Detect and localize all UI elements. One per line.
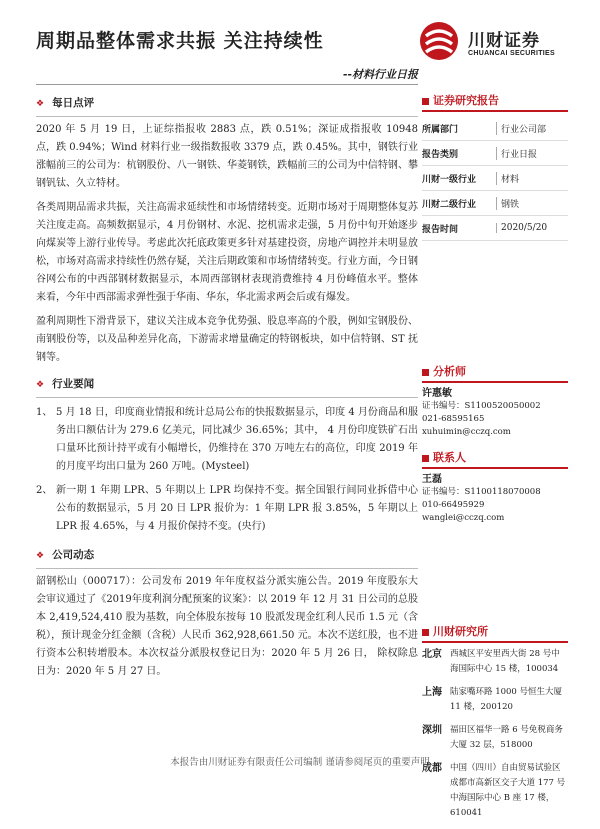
contact-email[interactable]: wanglei@cczq.com — [422, 513, 505, 523]
square-icon — [422, 369, 429, 376]
office-item: 深圳 福田区福华一路 6 号免税商务大厦 32 层，518000 — [422, 725, 563, 750]
daily-paragraph-3: 盈利周期性下滑背景下，建议关注成本竞争优势强、股息率高的个股，例如宝钢股份、南钢股份等，以及品种差异化高，下游需求增量确定的特钢板块，如中信特钢、ST 抚钢等。 — [36, 316, 418, 363]
chuancai-logo — [420, 22, 570, 72]
report-info-table — [422, 116, 568, 241]
report-info-heading: 证券研究报告 — [422, 92, 568, 112]
square-icon — [422, 455, 429, 462]
office-item: 北京 西城区平安里西大街 28 号中海国际中心 15 楼，100034 — [422, 649, 560, 674]
news-list — [36, 404, 418, 536]
square-icon — [422, 98, 429, 105]
diamond-icon: ❖ — [36, 551, 45, 561]
info-row: 川财一级行业 材料 — [422, 166, 568, 191]
contact-card — [422, 473, 568, 525]
info-row: 报告时间 2020/5/20 — [422, 216, 568, 241]
list-item: 2、 新一期 1 年期 LPR、5 年期以上 LPR 均保持不变。据全国银行间同业拆借中心公布的数据显示，5 月 20 日 LPR 报价为：1 年期 LPR 报 3.85%，5 年期以上 LPR 报 4.65%，与 4 月报价保持不变。(央行) — [36, 485, 418, 532]
logo-text-en: CHUANCAI SECURITIES — [468, 50, 555, 57]
report-title: 周期品整体需求共振 关注持续性 — [36, 30, 324, 52]
news-heading: ❖ 行业要闻 — [36, 373, 418, 398]
analyst-email[interactable]: xuhuimin@cczq.com — [422, 427, 511, 437]
analyst-cert: 证书编号：S1100520050002 — [422, 401, 541, 411]
square-icon — [422, 629, 429, 636]
contact-phone: 010-66495929 — [422, 500, 485, 510]
institute-heading: 川财研究所 — [422, 623, 568, 643]
daily-paragraph-1: 2020 年 5 月 19 日，上证综指报收 2883 点，跌 0.51%；深证成指报收 10948 点，跌 0.94%；Wind 材料行业一级指数报收 3379 点，跌 0.45%。其中，钢铁行业涨幅前三的公司为：杭钢股份、八一钢铁、华菱钢铁，跌幅前三的公司为中信特钢、攀钢钒钛、久立特材。 — [36, 124, 418, 189]
contact-name: 王磊 — [422, 474, 442, 485]
analyst-heading: 分析师 — [422, 363, 568, 383]
contact-cert: 证书编号：S1100118070008 — [422, 487, 541, 497]
report-subtitle: --材料行业日报 — [342, 68, 418, 81]
diamond-icon: ❖ — [36, 99, 45, 109]
office-list — [422, 647, 568, 821]
office-item: 上海 陆家嘴环路 1000 号恒生大厦 11 楼，200120 — [422, 687, 563, 712]
info-row: 报告类别 行业日报 — [422, 141, 568, 166]
contact-heading: 联系人 — [422, 449, 568, 469]
diamond-icon: ❖ — [36, 380, 45, 390]
sidebar — [422, 92, 568, 829]
chuancai-logo-icon — [420, 22, 458, 60]
daily-heading: ❖ 每日点评 — [36, 92, 418, 117]
office-item: 成都 中国（四川）自由贸易试验区成都市高新区交子大道 177 号中海国际中心 B 座 17 楼，610041 — [422, 763, 566, 818]
company-paragraph: 韶钢松山（000717）：公司发布 2019 年年度权益分派实施公告。2019 年度股东大会审议通过了《2019年度利润分配预案的议案》：以 2019 年 12 月 31 日公司的总股本 2,419,524,410 股为基数，向全体股东按每 10 股派发现金红利人民币 1.5 元（含税），预计现金分红金额（含税）人民币 362,928,661.50 元。本次不送红股，也不进行资本公积转增股本。本次权益分派股权登记日为：2020 年 5 月 26 日， 除权除息日为：2020 年 5 月 27 日。 — [36, 576, 418, 677]
analyst-phone: 021-68595165 — [422, 414, 485, 424]
daily-paragraph-2: 各类周期品需求共振，关注高需求延续性和市场情绪转变。近期市场对于周期整体复苏关注度走高。高频数据显示，4 月份钢材、水泥、挖机需求走强，5 月份中旬开始逐步向煤炭等上游行业传导。考虑此次托底政策更多针对基建投资，房地产调控并未明显放松，市场对高需求持续性仍然存疑，关注后期政策和市场情绪转变。行业方面，今日钢谷网公布的中西部钢材数据显示，本周西部钢材表现消费维持 4 月份峰值水平。整体来看，今年中西部需求弹性强于华南、华东，华北需求两会后或有爆发。 — [36, 202, 418, 303]
analyst-name: 许惠敏 — [422, 388, 452, 399]
logo-text-cn: 川财证券 — [468, 31, 540, 51]
list-item: 1、 5 月 18 日，印度商业情报和统计总局公布的快报数据显示，印度 4 月份商品和服务出口额估计为 279.6 亿美元，同比减少 36.65%；其中， 4 月份印度铁矿石出口量环比预计持平或有小幅增长，仍维持在 370 万吨左右的高位，印度 2019 年的月度平均出口量为 260 万吨。(Mysteel) — [36, 407, 418, 472]
info-row: 川财二级行业 钢铁 — [422, 191, 568, 216]
info-row: 所属部门 行业公司部 — [422, 116, 568, 141]
company-heading: ❖ 公司动态 — [36, 544, 418, 569]
main-content — [36, 92, 418, 687]
header-divider — [36, 84, 418, 85]
page-footer: 本报告由川财证券有限责任公司编制 谨请参阅尾页的重要声明 — [170, 757, 430, 768]
analyst-card — [422, 387, 568, 439]
